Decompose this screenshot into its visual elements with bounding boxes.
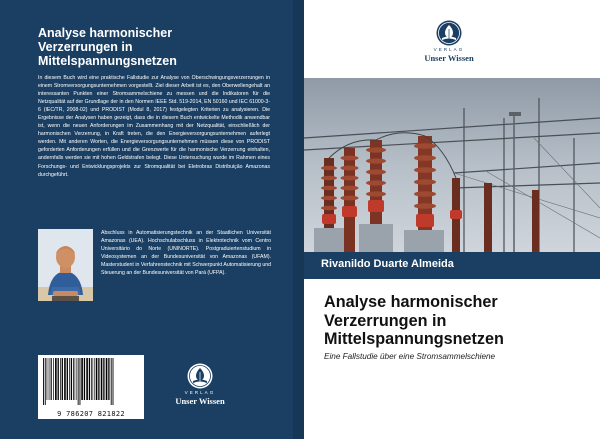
substation-insulators-image <box>304 78 600 252</box>
barcode-bar <box>108 358 109 400</box>
author-bio: Abschluss in Automatisierungstechnik an der Staatlichen Universität Amazonas (UEA). Hochschulabschluss in Elektrotechnik vom Centro Universitário do Norte (UNINORTE). Postgraduiertenstudium in Videosystemen an der Bundesuniversität von Amazonas (UFAM). Masterstudent in Verfahrenstechnik mit Schwerpunkt Automatisierung und Steuerung an der Bundesuniversität von Pará (UFPA). <box>101 230 271 277</box>
barcode-bar <box>106 358 108 400</box>
barcode-bar <box>73 358 74 400</box>
book-tree-circle-icon <box>436 20 462 46</box>
front-cover-title <box>324 293 589 349</box>
book-spine <box>293 0 304 439</box>
barcode-bar <box>78 358 79 405</box>
cover-image <box>304 78 600 252</box>
book-tree-circle-icon <box>187 363 213 389</box>
author-band <box>304 252 600 279</box>
back-cover-title <box>38 26 268 68</box>
publisher-logo-front <box>421 20 477 63</box>
barcode-bar <box>60 358 61 400</box>
publisher-verlag-label: VERLAG <box>184 390 216 395</box>
barcode-bar <box>49 358 50 400</box>
barcode-bar <box>58 358 59 400</box>
isbn-number: 9 786207 821822 <box>57 410 125 418</box>
publisher-logo-back <box>173 363 227 406</box>
barcode-bar <box>45 358 46 405</box>
barcode-bar <box>71 358 72 400</box>
barcode-bar <box>62 358 63 400</box>
back-title-line-2: Verzerrungen in <box>38 40 133 54</box>
barcode-bar <box>91 358 92 400</box>
book-description: In diesem Buch wird eine praktische Fallstudie zur Analyse von Oberschwingungsverzerrungen in einem Stromversorgungsunternehmen vorgestellt. Ziel dieser Arbeit ist es, den Oberwellengehalt an interessanten Punkten einer Stromsammelschiene zu messen und die Indikatoren für die Netzqualität auf der Grundlage der in den Normen IEEE Std. 519-2014, EN 50160 und IEC 61000-3-6 (IEC/TR, 2008-02) und PRODIST (Modul 8, 2017) festgelegten Kriterien zu analysieren. Die Ergebnisse der Analysen haben gezeigt, dass die in diesem Buch entwickelte Methodik anwendbar ist, wenn die neuen Anforderungen im Zusammenhang mit der Netzqualität, einschließlich der harmonischen Verzerrung, in Kraft treten, die den Energieversorgungsunternehmen auferlegt werden. Mit anderen Worten, die Energieversorgungsunternehmen müssen diese von PRODIST geforderten Anforderungen erfüllen und die Grenzwerte für die harmonische Verzerrung einhalten, andernfalls werden sie mit hohen Geldstrafen belegt. Diese Untersuchung wurde im Rahmen eines Forschungs- und Entwicklungsprojekts zur Stromqualität bei Eletrobras Distribuição Amazonas durchgeführt. <box>38 75 270 178</box>
barcode-bars <box>41 358 141 405</box>
barcode-bar <box>101 358 103 400</box>
barcode-bar <box>53 358 54 400</box>
back-title-line-3: Mittelspannungsnetzen <box>38 54 177 68</box>
author-photo <box>38 229 93 301</box>
front-title-line-1: Analyse harmonischer <box>324 293 498 311</box>
barcode-bar <box>81 358 83 400</box>
barcode-bar <box>103 358 104 400</box>
front-title-line-2: Verzerrungen in <box>324 311 447 330</box>
barcode-bar <box>111 358 112 405</box>
barcode-bar <box>47 358 48 400</box>
back-cover <box>0 0 293 439</box>
barcode-bar <box>64 358 66 400</box>
publisher-name: Unser Wissen <box>424 53 474 63</box>
barcode-bar <box>69 358 70 400</box>
author-portrait-icon <box>38 229 93 301</box>
isbn-barcode <box>38 355 144 419</box>
barcode-bar <box>94 358 95 400</box>
barcode-bar <box>55 358 57 400</box>
barcode-bar <box>89 358 90 400</box>
barcode-bar <box>113 358 114 405</box>
front-title-line-3: Mittelspannungsnetzen <box>324 330 504 348</box>
barcode-bar <box>96 358 98 400</box>
barcode-bar <box>86 358 88 400</box>
barcode-bar <box>76 358 77 400</box>
publisher-name: Unser Wissen <box>175 396 225 406</box>
barcode-bar <box>80 358 81 405</box>
back-title-line-1: Analyse harmonischer <box>38 26 173 40</box>
author-name: Rivanildo Duarte Almeida <box>321 258 454 270</box>
front-cover-subtitle: Eine Fallstudie über eine Stromsammelschiene <box>324 352 496 361</box>
barcode-bar <box>51 358 52 400</box>
barcode-bar <box>98 358 99 400</box>
publisher-verlag-label: VERLAG <box>433 47 465 52</box>
barcode-bar <box>84 358 85 400</box>
barcode-bar <box>43 358 44 405</box>
barcode-bar <box>67 358 68 400</box>
